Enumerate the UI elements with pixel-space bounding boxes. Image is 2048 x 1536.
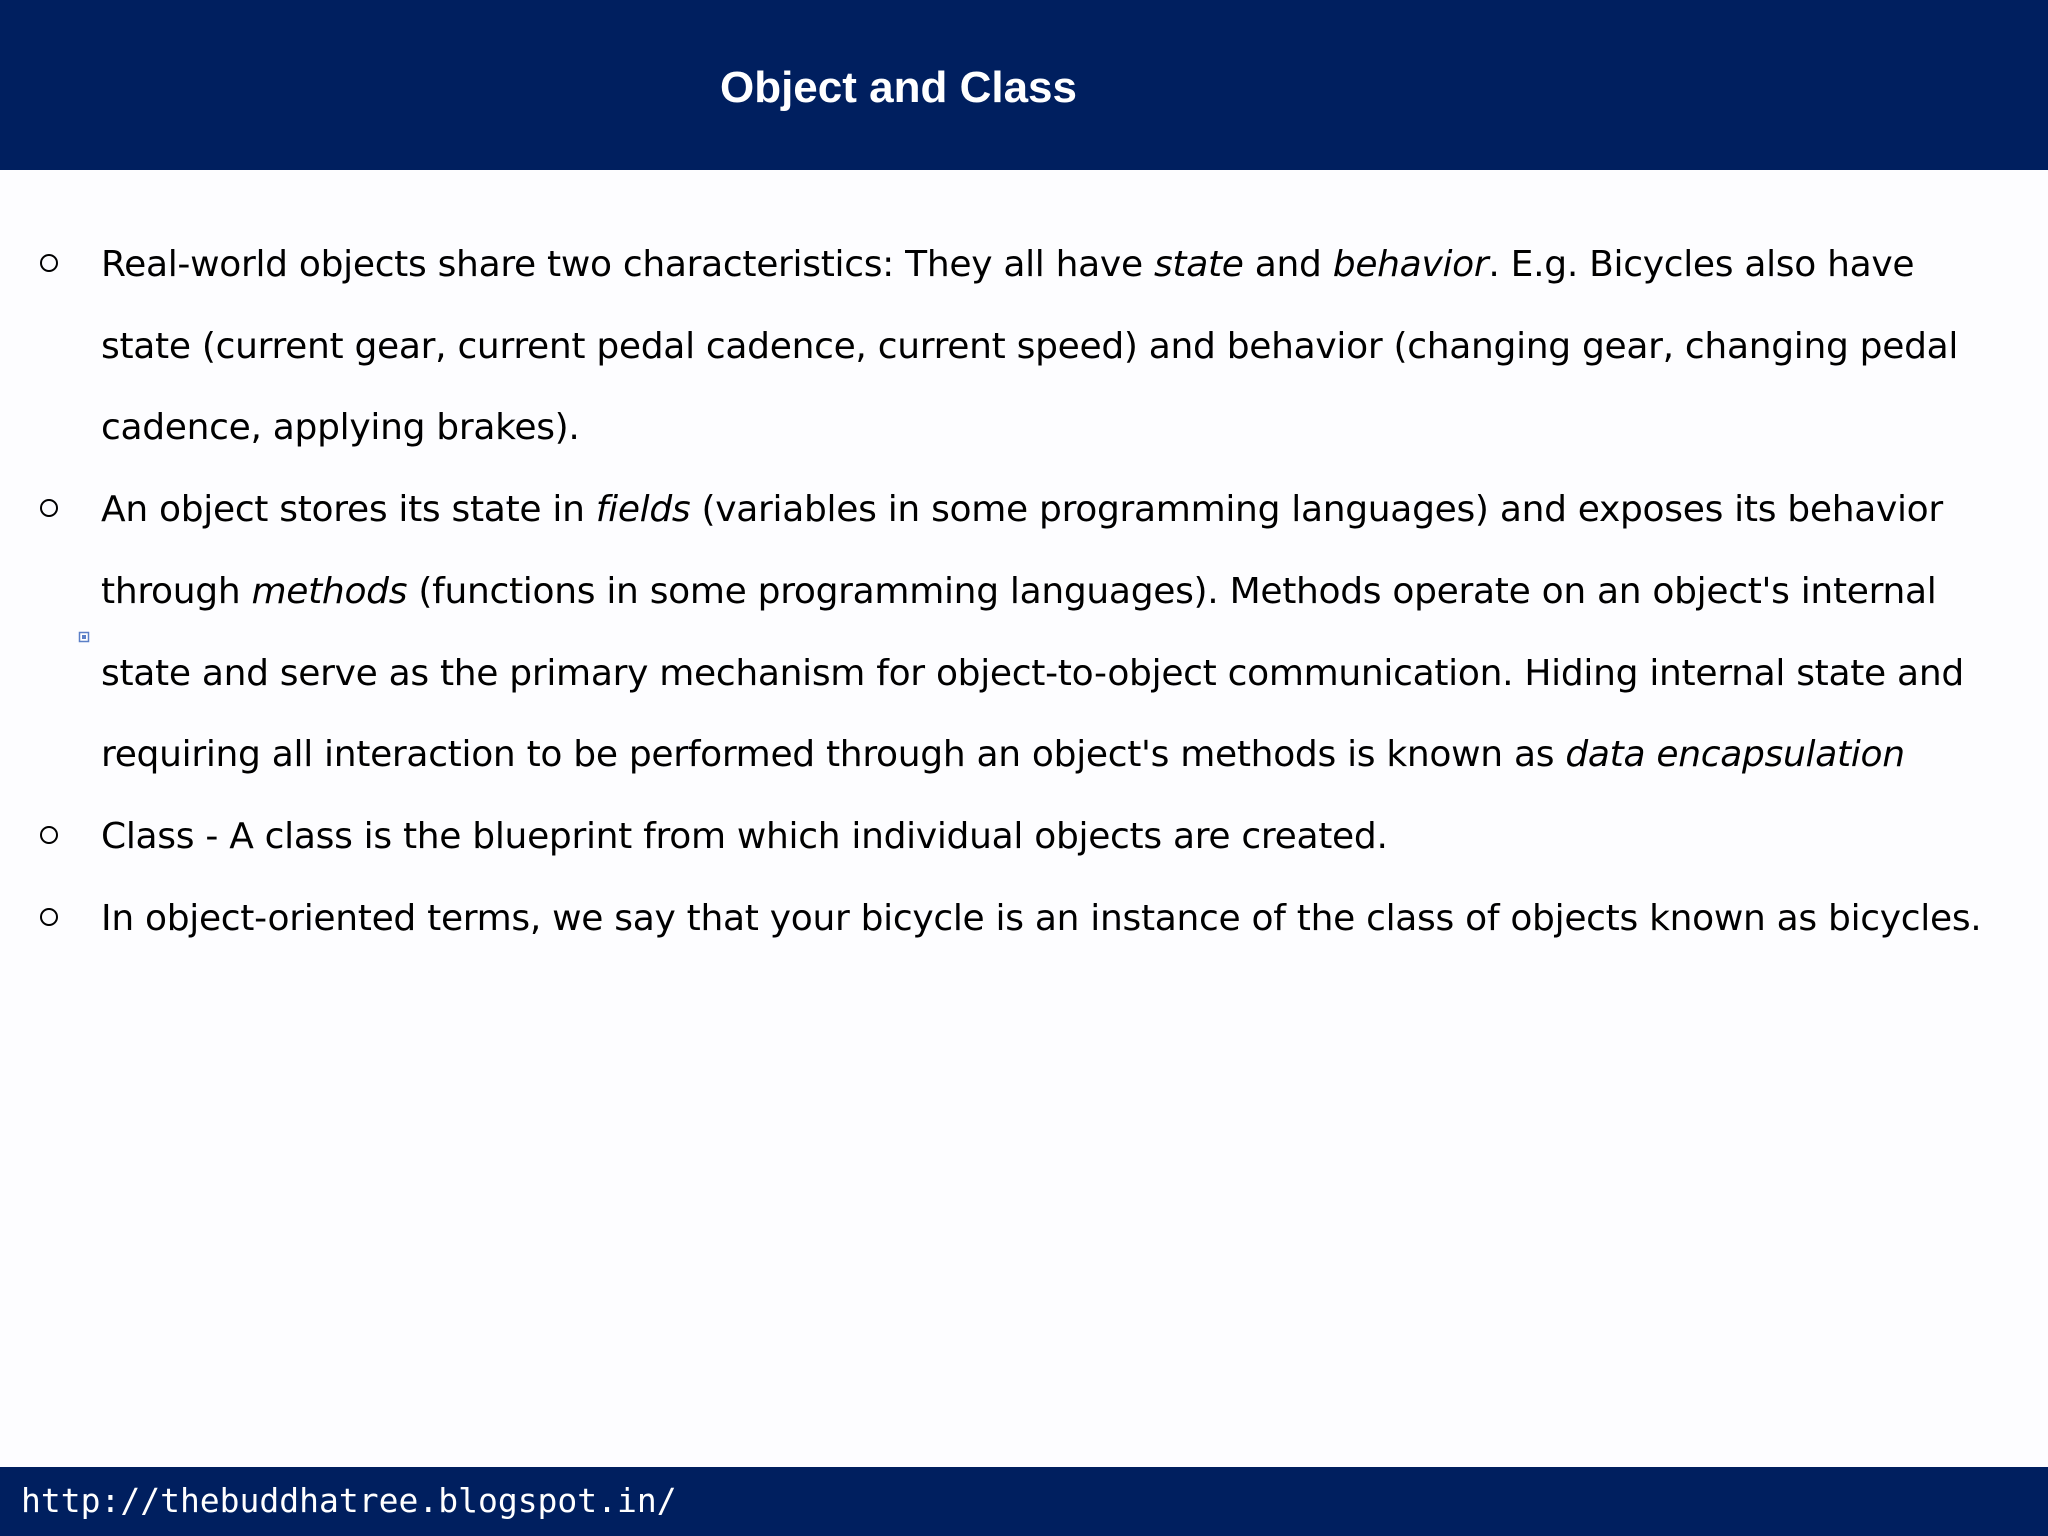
bullet-item	[0, 469, 2048, 796]
bullet-list	[0, 224, 2048, 959]
hollow-circle-bullet-icon	[40, 826, 58, 844]
slide-title: Object and Class	[719, 63, 1077, 112]
bullet-text-segment: Real-world objects share two characteristics: They all have	[101, 244, 1154, 285]
emphasized-term: behavior	[1332, 244, 1489, 285]
emphasized-term: fields	[595, 489, 691, 531]
bullet-text	[101, 244, 1958, 448]
hollow-circle-bullet-icon	[40, 499, 58, 517]
bullet-text-segment: An object stores its state in	[101, 489, 596, 531]
slide-header	[0, 0, 2048, 170]
slide-footer	[0, 1467, 2048, 1536]
emphasized-term: data encapsulation	[1565, 734, 1905, 776]
hollow-circle-bullet-icon	[40, 254, 58, 272]
bullet-text-segment: (variables in some programming languages) and exposes its behavior through	[101, 489, 1943, 612]
bullet-text-segment: Class - A class is the blueprint from which individual objects are created.	[101, 815, 1388, 857]
bullet-item	[0, 796, 2048, 878]
hollow-circle-bullet-icon	[40, 908, 58, 926]
bullet-text-segment: . E.g. Bicycles also have state (current gear, current pedal cadence, current speed) and behavior (changing gear, changing pedal cadence, applying brakes).	[101, 244, 1959, 449]
emphasized-term: methods	[251, 570, 408, 612]
bullet-text-segment: (functions in some programming languages). Methods operate on an object's internal state and serve as the primary mechanism for object-to-object communication. Hiding internal state and requiring all interaction to be performed through an object's methods is known as	[101, 570, 1964, 776]
bullet-item	[0, 878, 2048, 960]
bullet-text	[101, 898, 1981, 939]
bullet-text-segment: In object-oriented terms, we say that your bicycle is an instance of the class of objects known as bicycles.	[101, 897, 1982, 939]
resize-handle-icon[interactable]	[78, 631, 90, 643]
slide-body	[0, 170, 2048, 1467]
footer-url[interactable]: http://thebuddhatree.blogspot.in/	[21, 1481, 677, 1520]
bullet-item	[0, 224, 2048, 469]
bullet-text	[101, 816, 1388, 857]
emphasized-term: state	[1153, 244, 1244, 285]
bullet-text	[101, 489, 1964, 775]
bullet-text-segment: and	[1243, 244, 1333, 285]
